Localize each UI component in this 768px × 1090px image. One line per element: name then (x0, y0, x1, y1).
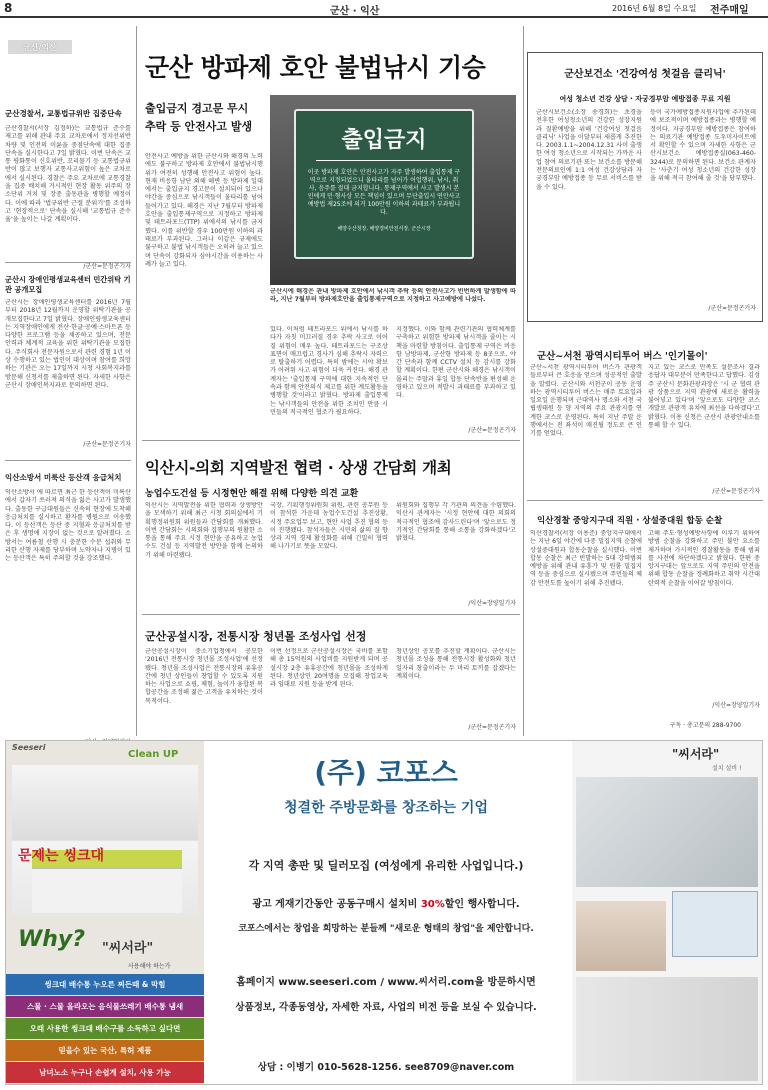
byline: /군산=문정곤기자 (83, 263, 131, 270)
left-article-fire (5, 472, 131, 746)
subscription-info: 구독 · 총고문의 288-9700 (669, 722, 741, 729)
market-body-col1: 군산공설시장이 중소기업청에서 공모한 '2016년 전통시장 청년몰 조성사업'에 선정됐다. 청년몰 조성사업은 전통시장의 유휴공간에 청년 상인들이 창업할 수 있도록 지원하는 사업으로 쇼핑, 체험, 놀이가 융합된 복합공간을 조성해 젊은 고객을 유치하는 것이 목적이다. (145, 648, 263, 705)
article-title: 군산경찰서, 교통법규위반 집중단속 (5, 109, 122, 118)
main-subhead: 출입금지 경고문 무시 추락 등 안전사고 발생 (145, 102, 253, 133)
ad-band-5: 남녀노소 누구나 손쉽게 설치, 사용 가능 (6, 1062, 204, 1083)
ad-right-wordmark: "씨서라" (672, 747, 720, 761)
ad-product-card (672, 891, 758, 957)
ad-band-3: 오래 사용한 씽크대 배수구를 소독하고 싶다면 (6, 1018, 204, 1039)
article-body: 군산시는 장애인평생교육센터를 2016년 7월부터 2018년 12월까지 운영할 위탁기관을 공개모집한다고 7일 밝혔다. 장애인평생교육센터는 지역장애인에게 전산·한글·공예·스마트폰 등 다양한 프로그램 등을 제공하고 있으며, 전문 인력과 체계적 교육을 위한 위탁기관을 모집한다. 주식회사 전문자원으로서 관련 경험 1년 이상 수행하고 있는 법인이 대상이며 참여를 희망하는 기관은 오는 17일까지 시청 사회복지과를 방문해 신청서를 제출하면 된다. 자세한 사항은 군산시 장애인복지과로 문의하면 된다. (5, 299, 131, 389)
ad-left-panel (6, 741, 204, 1084)
main-byline: /군산=문정곤기자 (468, 427, 516, 434)
main-headline: 군산 방파제 호안 불법낚시 기승 (145, 53, 486, 82)
article-title: 익산소방서 미룩산 등산객 응급처치 (5, 473, 122, 482)
issue-date: 2016년 6월 8일 수요일 (612, 4, 697, 13)
ad-sink-photo (576, 777, 758, 887)
ad-product-photos (576, 977, 758, 1081)
ad-kitchen-photo (12, 765, 198, 915)
article-title: 군산시 장애인평생교육센터 민간위탁 기관 공개모집 (5, 275, 131, 294)
council-headline: 익산시-의회 지역발전 협력 · 상생 간담회 개최 (145, 459, 452, 477)
patrol-headline: 익산경찰 중앙지구대 직원 · 상설중대원 합동 순찰 (537, 516, 723, 526)
council-body-col3: 위원회와 집행부 각 기관의 의견을 수렴했다. 익산시 관계자는 '시정 현안에 대한 의회의 적극적인 협조에 감사드린다'며 '앞으로도 정기적인 간담회를 통해 소통을 강화하겠다'고 밝혔다. (396, 502, 516, 543)
ad-promo: 광고 게재기간동안 공동구매시 설치비 30%할인 행사합니다. (252, 899, 520, 910)
bus-headline: 군산~서천 광역시티투어 버스 '인기몰이' (537, 351, 708, 362)
bus-body-col2: 지고 있는 코스로 만족도 설문조사 결과 응답자 대부분이 만족한다고 답했다. 김성주 군산시 문화관광과장은 '시 군 협력 관광 상품으로 지역 관광에 새로운 활력을 불어넣고 있다'며 '앞으로도 다양한 코스 개발로 관광객 유치에 최선을 다하겠다'고 밝혔다. 이용 신청은 군산시 관광안내소를 통해 할 수 있다. (648, 364, 760, 430)
health-body-col2: 등이 국가예방접종지원사업에 추가된데에 보조적이며 예방접종과는 병행할 예정이다. 자궁경부암 예방접종은 참여하는 의료기관 예방접종 도우미사이트에서 확인할 수 있으며 자세한 사항은 군산시보건소 예방접종실(063-460-3244)로 문의하면 된다. 보건소 관계자는 '사춘기 여성 청소년의 건강한 성장을 위해 적극 참여해 줄 것'을 당부했다. (650, 109, 756, 183)
market-body-col3: 청년상인 공모를 추진할 계획이다. 군산시는 청년몰 조성을 통해 전통시장 활성화와 청년 일자리 창출이라는 두 마리 토끼를 잡겠다는 계획이다. (396, 648, 516, 680)
market-headline: 군산공설시장, 전통시장 청년몰 조성사업 선정 (145, 630, 367, 643)
ad-clean-up: Clean UP (128, 749, 179, 760)
ad-band-1: 씽크대 배수통 누오른 찌든때 & 막힘 (6, 974, 204, 995)
market-byline: /군산=문정곤기자 (468, 724, 516, 731)
bus-byline: /군산=문정곤기자 (712, 488, 760, 495)
ad-right-note: 설치 설비 ! (712, 765, 742, 772)
health-subtitle: 여성 청소년 건강 상담 · 자궁경부암 예방접종 무료 지원 (559, 95, 731, 103)
council-subhead: 농업수도건설 등 시정현안 해결 위해 다양한 의견 교환 (145, 489, 359, 499)
ad-right-panel (572, 741, 762, 1084)
article-body: 군산경찰서(서장 김정하)는 교통법규 준수를 제고를 위해 관내 주요 교차로에서 정지선위반 차량 및 인전의 이륜을 중점단속에 대한 집중 단속을 실시한다고 7일 밝혔다. 이번 단속은 교통 평화통이 신호위반, 꼬리물기 등 교통법규위반이 많고 보행자 교통사고위험이 높은 교차로에서 실시된다. 경찰은 주요 교차로에 교통경찰을 집중 배치해 거시적인 현장 활동 위주의 장소단위 거치 및 장중 출동관을 병행할 예정이다. 이에 따라 '법규위반 근절 분위기'를 조성하고 '현장적으로' 단속을 실시해 '교통법규 준수율'을 높이는 나갈 계획이다. (5, 125, 131, 224)
newspaper-name: 전주매일 (710, 5, 749, 16)
ad-wordmark-sub: 사용해야 하는가 (128, 963, 171, 970)
health-title: 군산보건소 '건강여성 첫걸음 클리닉' (564, 69, 726, 80)
page-header (0, 0, 768, 18)
main-photo (270, 95, 516, 285)
ad-brand: Seeseri (12, 743, 46, 752)
ad-company: (주) 코포스 (314, 756, 458, 789)
brief-banner: 군산/익산 (8, 40, 72, 54)
ad-person-photo (576, 901, 666, 971)
ad-slogan: 청결한 주방문화를 창조하는 기업 (284, 800, 488, 816)
article-body: 익산소방서 에 따르면 최근 한 등산객이 미륵산에서 갑자기 쓰러져 의식을 잃은 사고가 발생했다. 출동한 구급대원들은 신속히 현장에 도착해 응급처치를 실시하고 환자를 병원으로 이송했다. 이 등산객은 등산 중 지혈과 응급처치를 받은 후 생명에 지장이 없는 것으로 알려졌다. 소방서는 여름철 산행 시 충분한 수분 섭취와 무리한 산행 자제를 당부하며 노약자나 지병이 있는 등산객은 특히 주의할 것을 강조했다. (5, 489, 131, 563)
main-body-col2: 있다. 이처럼 테트라포드 위에서 낚시를 하다가 자칫 미끄러질 경우 추락 사고로 이어질 위험이 매우 높다. 테트라포드는 구조상 표면이 매끄럽고 경사가 심해 추락시 자력으로 탈출하기 어렵다. 특히 밤에는 시야 확보가 어려워 사고 위험이 더욱 커진다. 해경 관계자는 '출입통제 구역에 대한 지속적인 단속과 함께 안전의식 제고를 위한 계도활동을 병행할 것'이라고 밝혔다. 방파제 출입통제는 낚시객들의 안전을 위한 조치인 만큼 시민들의 적극적인 협조가 필요하다. (270, 326, 388, 416)
patrol-body-col1: 익산경찰서(서장 이용준) 중앙지구대에서는 지난 6일 야간에 다중 밀집지역 순찰에 상설중대원과 합동순찰을 실시했다. 이번 합동 순찰은 최근 빈발하는 5대 강력범죄 예방을 위해 관내 유흥가 및 원룸 밀집지역 등을 중심으로 실시됐으며 주민들의 체감 안전도를 높이기 위해 추진됐다. (530, 530, 642, 587)
byline: /군산=문정곤기자 (83, 441, 131, 448)
health-body-col1: 군산시보건소(소장 송경희)는 초경을 전후한 여성청소년의 건강한 성장지원과 질환예방을 위해 '건강여성 첫걸음 클리닉' 사업을 이달부터 새롭게 추진한다. 2003.1.1~2004.12.31 사이 출생한 여성 청소년으로 시작되는 가까운 사업 참여 의료기관 또는 보건소를 방문해 전문의료인에 1:1 여성 건강상담과 자궁경부암 예방접종 등 무료 서비스를 받을 수 있다. (536, 109, 642, 191)
section-title: 군산 · 익산 (330, 6, 380, 17)
bus-body-col1: 군산~서천 광역시티투어 버스가 관광객들로부터 큰 호응을 얻으며 성공적인 출발을 알렸다. 군산시와 서천군이 공동 운영하는 광역시티투어 버스는 매주 토요일과 일요일 운행되며 근대역사 명소와 서천 국립생태원 등 양 지역의 주요 관광지를 연계한 코스로 운영된다. 특히 지난 주말 운행에서는 전 좌석이 매진될 정도로 큰 인기를 얻었다. (530, 364, 642, 438)
ad-proposal: 코포스에서는 창업을 희망하는 분들께 "새로운 형태의 창업"을 제안합니다. (238, 924, 534, 934)
photo-caption: 군산시에 해경은 관내 방파제 호안에서 낚시객 추락 등의 안전사고가 빈번하게 발생함에 따라, 지난 7월부터 방파제호안을 출입통제구역으로 지정하고 사고예방에 나섰다. (270, 288, 516, 304)
ad-homepage: 홈페이지 www.seeseri.com / www.씨서리.com을 방문하시면 (236, 977, 536, 988)
left-article-traffic (5, 108, 131, 270)
ad-why-text: Why? (18, 927, 86, 952)
no-entry-sign: 출입금지 이곳 방파제 호안은 안전사고가 자주 발생하여 출입통제 구역으로 지정되었으니 울타리를 넘어가 어업행위, 낚시, 취사, 음주를 절대 금지합니다. 통제구역에서 사고 발생시 본인에게 민·형사상 모든 책임이 있으며 무단출입시 연안사고예방법 제25조에 의거 100만원 이하의 과태료가 부과됩니다. 해양수산청장, 해양경비안전서장, 군산시장 (294, 109, 474, 259)
health-box (527, 52, 763, 322)
ad-problem-text: 문제는 씽크대 (18, 848, 105, 864)
health-byline: /군산=문정곤기자 (708, 305, 756, 312)
left-article-disability (5, 275, 131, 448)
market-body-col2: 이번 선정으로 군산공설시장은 국비를 포함해 총 15억원의 사업비를 지원받게 되며 공설시장 2층 유휴공간에 청년몰을 조성하게 된다. 청년상인 20여명을 모집해 창업교육과 임대료 지원 등을 받게 된다. (270, 648, 388, 689)
ad-recruit: 각 지역 총판 및 딜러모집 (여성에게 유리한 사업입니다.) (248, 859, 524, 872)
main-body-col1: 안전사고 예방을 위한 군산시와 해경의 노력에도 불구하고 방파제 호안에서 불법낚시행위가 여전히 성행해 안전사고 위험이 높다. 현재 비응항 남단 외해 해변 등 방파제 일대에서는 출입금지 경고문이 설치되어 있으나 야간을 중심으로 낚시객들이 울타리를 넘어 들어가고 있다. 해경은 지난 7월부터 방파제 호안을 출입통제구역으로 지정하고 방파제 및 테트라포드(TTP) 위에서의 낚시를 금지했다. 이를 위반할 경우 100만원 이하의 과태료가 부과된다. 그러나 이같은 규제에도 불구하고 불법 낚시객들은 오히려 늘고 있으며 단속이 강화되자 심야시간을 이용하는 사례가 늘고 있다. (145, 153, 263, 268)
ad-homepage-2: 상품정보, 각종동영상, 자세한 자료, 사업의 비전 등을 보실 수 있습니다. (235, 1002, 537, 1013)
ad-wordmark: "씨서라" (102, 941, 154, 956)
ad-contact: 상담 : 이병기 010-5628-1256. see8709@naver.com (257, 1062, 515, 1073)
ad-band-4: 믿을수 있는 국산, 특허 제품 (6, 1040, 204, 1061)
advertisement (5, 740, 763, 1085)
main-body-col3: 지정했다. 이와 함께 관련기관의 협력체계를 구축하고 위험한 방파제 낚시객을 줄이는 시책을 마련할 방침이다. 출입통제 구역은 비응항 남방파제, 군산항 방파제 등 8곳으로, 야간 단속과 함께 CCTV 설치 등 감시를 강화할 계획이다. 한편 군산시와 해경은 낚시객이 몰리는 주말과 휴일 합동 단속반을 편성해 운영하고 있으며 적발시 과태료를 부과하고 있다. (396, 326, 516, 400)
ad-band-2: 스물 · 스물 올라오는 음식물쓰레기 배수통 냄새 (6, 996, 204, 1017)
patrol-byline: /익산=장양일기자 (712, 702, 760, 709)
council-byline: /익산=장양일기자 (468, 600, 516, 607)
council-body-col1: 익산시는 지역발전을 위한 협력과 상생방안을 모색하기 위해 최근 시청 회의실에서 기획행정위원회 위원들과 간담회를 개최했다. 이번 간담회는 시의회와 집행부의 원활한 소통을 통해 주요 시정 현안을 공유하고 농업수도 건설 등 지역발전 방안을 함께 논의하기 위해 마련됐다. (145, 502, 263, 559)
page-number: 8 (4, 1, 13, 15)
ad-promo-highlight: 30% (420, 899, 445, 910)
council-body-col2: 국장, 기획행정위원회 위원, 관련 공무원 등이 참석한 가운데 농업수도건설 추진상황, 시정 주요업무 보고, 현안 사업 추진 협의 등이 진행됐다. 참석자들은 시민의 삶의 질 향상과 지역 경제 활성화를 위해 긴밀히 협력해 나가기로 뜻을 모았다. (270, 502, 388, 551)
patrol-body-col2: 고해 주도·형성예방사항에 이루기 위하여 방범 순찰을 강화하고 주민 불안 요소를 제거하며 가시적인 경찰활동을 통해 범죄를 사전에 차단하겠다고 밝혔다. 한편 중앙지구대는 앞으로도 지역 주민의 안전을 위해 합동 순찰을 정례화하고 취약 시간대 탄력적 순찰을 이어갈 방침이다. (648, 530, 760, 587)
